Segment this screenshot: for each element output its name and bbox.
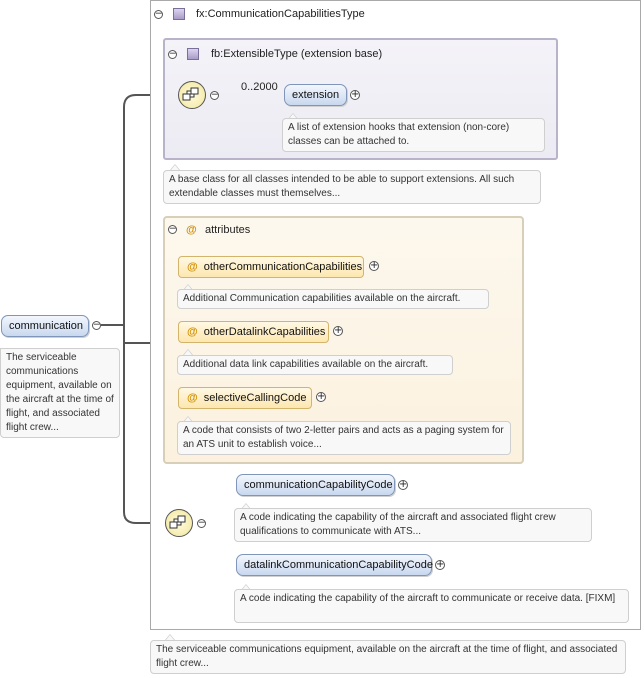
seq-element-0-expand-button[interactable]: + [399,479,408,490]
attribute-at-icon: @ [187,261,198,273]
attribute-1-documentation: Additional data link capabilities available on the aircraft. [177,355,453,375]
extension-documentation: A list of extension hooks that extension (non-core) classes can be attached to. [282,118,545,152]
attribute-at-icon: @ [187,326,198,338]
root-collapse-toggle[interactable]: − [93,320,101,330]
extension-type-icon [187,48,199,60]
content-sequence-collapse-toggle[interactable]: − [198,518,206,528]
attributes-collapse-toggle[interactable]: − [169,224,177,234]
seq-element-1-documentation: A code indicating the capability of the aircraft to communicate or receive data. [FIXM] [234,589,629,623]
element-datalink-communication-capability-code[interactable]: datalinkCommunicationCapabilityCode [236,554,432,576]
extension-expand-button[interactable]: + [351,89,360,100]
type-documentation: The serviceable communications equipment, available on the aircraft at the time of flight, and associated flight crew... [150,640,626,674]
extension-base-collapse-toggle[interactable]: − [169,49,177,59]
sequence-glyph-icon [166,510,192,536]
attribute-other-datalink-capabilities[interactable]: @ otherDatalinkCapabilities [178,321,329,343]
root-element-label: communication [9,320,83,332]
element-extension[interactable]: extension [284,84,347,106]
sequence-glyph-icon [179,82,205,108]
seq-element-0-documentation: A code indicating the capability of the aircraft and associated flight crew qualifications to communicate with ATS... [234,508,592,542]
attribute-0-expand-button[interactable]: + [370,260,379,271]
type-collapse-toggle[interactable]: − [155,9,163,19]
root-element-communication[interactable] [1,315,89,337]
type-title: fx:CommunicationCapabilitiesType [196,8,365,20]
attribute-at-icon: @ [187,392,198,404]
sequence-collapse-toggle[interactable]: − [211,90,219,100]
sequence-compositor-icon[interactable] [178,81,206,109]
attribute-0-documentation: Additional Communication capabilities available on the aircraft. [177,289,489,309]
extension-cardinality: 0..2000 [241,81,278,93]
seq-element-1-expand-button[interactable]: + [436,559,445,570]
attributes-title: attributes [205,224,251,236]
attribute-other-communication-capabilities[interactable]: @ otherCommunicationCapabilities [178,256,364,278]
attribute-selective-calling-code[interactable]: @ selectiveCallingCode [178,387,312,409]
extension-base-title: fb:ExtensibleType (extension base) [211,48,383,60]
attributes-at-icon: @ [186,224,197,236]
attribute-2-documentation: A code that consists of two 2-letter pairs and acts as a paging system for an ATS unit to establish voice... [177,421,511,455]
extension-base-documentation: A base class for all classes intended to be able to support extensions. All such extendable classes must themselves... [163,170,541,204]
complex-type-icon [173,8,185,20]
content-sequence-icon[interactable] [165,509,193,537]
root-documentation: The serviceable communications equipment, available on the aircraft at the time of flight, and associated flight crew... [0,348,120,438]
attribute-2-expand-button[interactable]: + [317,391,326,402]
element-communication-capability-code[interactable]: communicationCapabilityCode [236,474,395,496]
attribute-1-expand-button[interactable]: + [334,325,343,336]
